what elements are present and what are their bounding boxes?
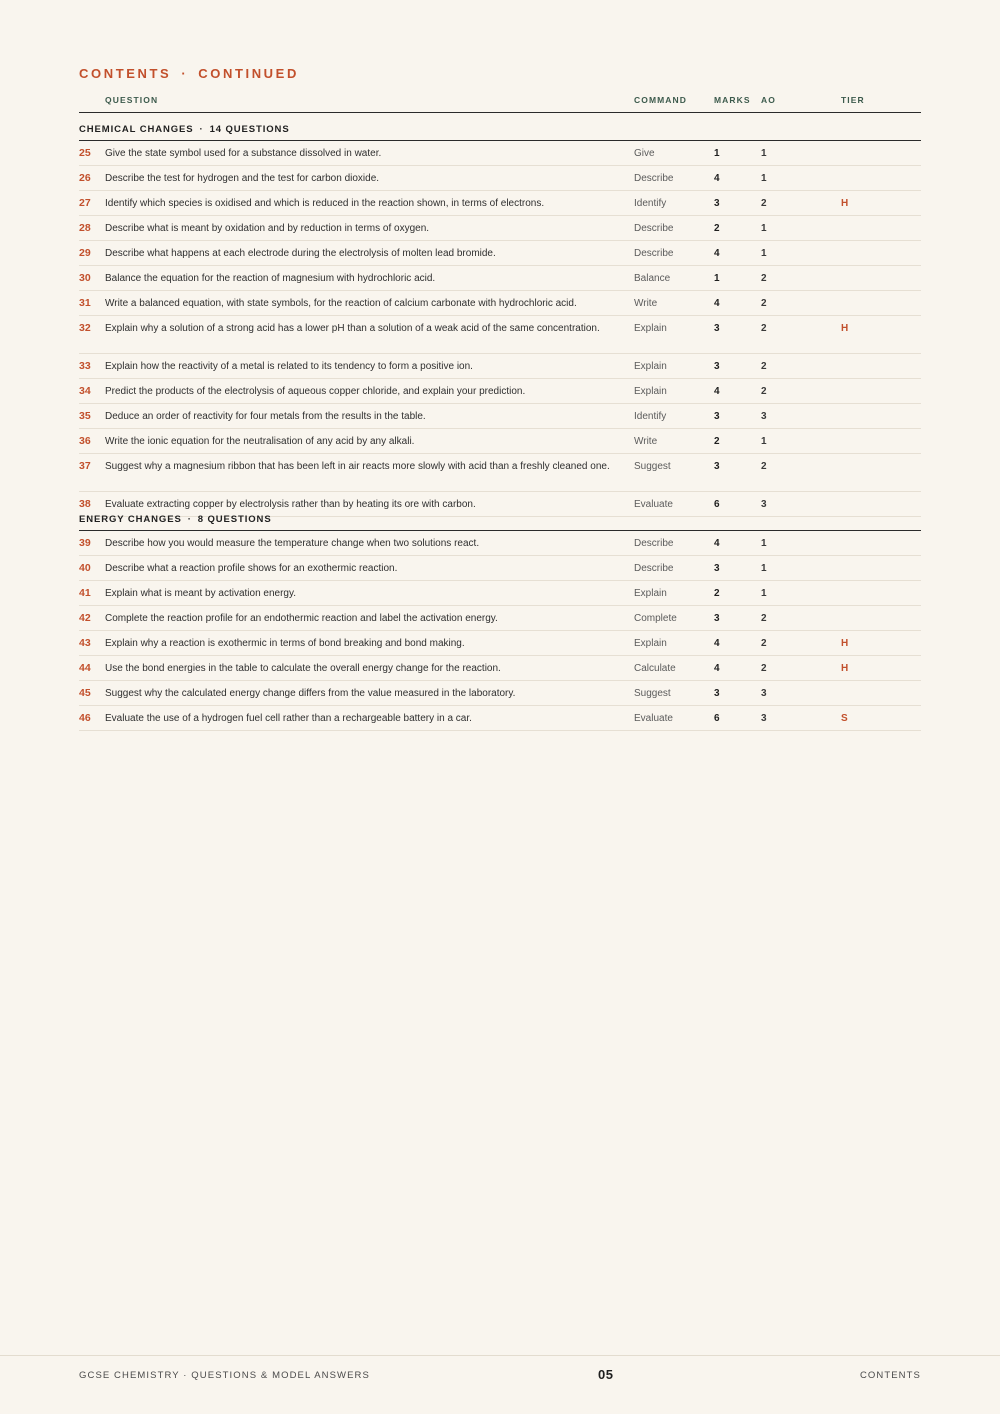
question-number: 46 — [79, 712, 91, 724]
column-header-marks: MARKS — [714, 95, 751, 105]
question-number: 39 — [79, 537, 91, 549]
section-dot: · — [199, 124, 204, 135]
command-word: Balance — [634, 273, 671, 284]
question-number: 30 — [79, 272, 91, 284]
question-row — [79, 141, 921, 166]
ao-value: 2 — [761, 198, 767, 209]
question-number: 27 — [79, 197, 91, 209]
question-row — [79, 606, 921, 631]
marks-value: 4 — [714, 386, 720, 397]
question-text: Describe what is meant by oxidation and by reduction in terms of oxygen. — [105, 223, 430, 234]
question-text: Deduce an order of reactivity for four metals from the results in the table. — [105, 411, 426, 422]
page-heading — [79, 66, 299, 81]
column-header-row — [79, 95, 921, 113]
section-count: 14 QUESTIONS — [209, 124, 290, 135]
command-word: Describe — [634, 248, 674, 259]
ao-value: 1 — [761, 223, 767, 234]
command-word: Calculate — [634, 663, 676, 674]
marks-value: 3 — [714, 563, 720, 574]
question-number: 41 — [79, 587, 91, 599]
ao-value: 1 — [761, 563, 767, 574]
question-number: 26 — [79, 172, 91, 184]
question-row — [79, 681, 921, 706]
question-number: 31 — [79, 297, 91, 309]
question-number: 32 — [79, 322, 91, 334]
question-number: 45 — [79, 687, 91, 699]
tier-badge: S — [841, 713, 848, 724]
column-header-ao: AO — [761, 95, 776, 105]
ao-value: 1 — [761, 588, 767, 599]
section-name: CHEMICAL CHANGES — [79, 124, 194, 135]
question-text: Describe what happens at each electrode during the electrolysis of molten lead bromide. — [105, 248, 496, 259]
question-number: 43 — [79, 637, 91, 649]
section-count: 8 QUESTIONS — [197, 514, 272, 525]
question-text: Explain why a solution of a strong acid has a lower pH than a solution of a weak acid of the same concentration. — [105, 323, 600, 334]
marks-value: 6 — [714, 713, 720, 724]
page-footer — [0, 1355, 1000, 1414]
footer-section: CONTENTS — [859, 1370, 921, 1381]
question-row — [79, 631, 921, 656]
question-text: Evaluate extracting copper by electrolysis rather than by heating its ore with carbon. — [105, 499, 476, 510]
question-row — [79, 354, 921, 379]
section-title — [79, 124, 921, 141]
question-row — [79, 266, 921, 291]
marks-value: 3 — [714, 198, 720, 209]
ao-value: 1 — [761, 148, 767, 159]
ao-value: 1 — [761, 248, 767, 259]
question-text: Explain why a reaction is exothermic in terms of bond breaking and bond making. — [105, 638, 465, 649]
command-word: Identify — [634, 198, 667, 209]
question-text: Describe what a reaction profile shows for an exothermic reaction. — [105, 563, 398, 574]
marks-value: 4 — [714, 663, 720, 674]
section-energy-changes — [79, 514, 921, 731]
ao-value: 2 — [761, 638, 767, 649]
question-text: Describe the test for hydrogen and the test for carbon dioxide. — [105, 173, 380, 184]
ao-value: 3 — [761, 411, 767, 422]
command-word: Write — [634, 298, 658, 309]
marks-value: 4 — [714, 173, 720, 184]
question-number: 28 — [79, 222, 91, 234]
tier-badge: H — [841, 198, 849, 209]
command-word: Write — [634, 436, 658, 447]
marks-value: 3 — [714, 411, 720, 422]
question-text: Complete the reaction profile for an endothermic reaction and label the activation energy. — [105, 613, 498, 624]
page-number: 05 — [598, 1367, 614, 1382]
question-text: Write a balanced equation, with state symbols, for the reaction of calcium carbonate with hydrochloric acid. — [105, 298, 577, 309]
section-name: ENERGY CHANGES — [79, 514, 182, 525]
section-title — [79, 514, 921, 531]
footer-title: GCSE CHEMISTRY · QUESTIONS & MODEL ANSWERS — [79, 1370, 370, 1381]
column-header-tier: TIER — [841, 95, 865, 105]
question-number: 25 — [79, 147, 91, 159]
ao-value: 2 — [761, 273, 767, 284]
section-dot: · — [187, 514, 192, 525]
question-row — [79, 581, 921, 606]
question-text: Suggest why the calculated energy change differs from the value measured in the laboratory. — [105, 688, 516, 699]
command-word: Explain — [634, 323, 667, 334]
question-row — [79, 706, 921, 731]
question-list — [79, 141, 921, 517]
column-header-command: COMMAND — [634, 95, 688, 105]
question-row — [79, 379, 921, 404]
marks-value: 1 — [714, 273, 720, 284]
tier-badge: H — [841, 638, 849, 649]
question-text: Explain what is meant by activation energy. — [105, 588, 297, 599]
question-list — [79, 531, 921, 731]
section-chemical-changes — [79, 124, 921, 517]
command-word: Describe — [634, 223, 674, 234]
ao-value: 2 — [761, 298, 767, 309]
marks-value: 4 — [714, 248, 720, 259]
ao-value: 2 — [761, 386, 767, 397]
command-word: Explain — [634, 588, 667, 599]
question-row — [79, 556, 921, 581]
heading-separator: · — [181, 66, 189, 81]
question-text: Predict the products of the electrolysis of aqueous copper chloride, and explain your prediction. — [105, 386, 526, 397]
question-text: Balance the equation for the reaction of magnesium with hydrochloric acid. — [105, 273, 436, 284]
command-word: Suggest — [634, 461, 671, 472]
command-word: Describe — [634, 173, 674, 184]
question-text: Explain how the reactivity of a metal is related to its tendency to form a positive ion. — [105, 361, 473, 372]
command-word: Suggest — [634, 688, 671, 699]
ao-value: 1 — [761, 173, 767, 184]
ao-value: 1 — [761, 436, 767, 447]
ao-value: 2 — [761, 613, 767, 624]
ao-value: 3 — [761, 713, 767, 724]
question-row — [79, 454, 921, 492]
question-text: Identify which species is oxidised and which is reduced in the reaction shown, in terms of electrons. — [105, 198, 545, 209]
question-text: Use the bond energies in the table to calculate the overall energy change for the reaction. — [105, 663, 501, 674]
command-word: Describe — [634, 538, 674, 549]
ao-value: 2 — [761, 663, 767, 674]
question-row — [79, 191, 921, 216]
marks-value: 2 — [714, 588, 720, 599]
question-number: 34 — [79, 385, 91, 397]
question-number: 40 — [79, 562, 91, 574]
question-number: 33 — [79, 360, 91, 372]
question-number: 37 — [79, 460, 91, 472]
ao-value: 2 — [761, 361, 767, 372]
question-number: 42 — [79, 612, 91, 624]
heading-label: CONTENTS — [79, 66, 172, 81]
ao-value: 3 — [761, 688, 767, 699]
question-row — [79, 166, 921, 191]
question-number: 35 — [79, 410, 91, 422]
command-word: Evaluate — [634, 499, 673, 510]
command-word: Complete — [634, 613, 677, 624]
ao-value: 3 — [761, 499, 767, 510]
command-word: Explain — [634, 638, 667, 649]
marks-value: 4 — [714, 638, 720, 649]
question-row — [79, 241, 921, 266]
marks-value: 6 — [714, 499, 720, 510]
question-row — [79, 316, 921, 354]
command-word: Identify — [634, 411, 667, 422]
command-word: Evaluate — [634, 713, 673, 724]
question-row — [79, 404, 921, 429]
question-text: Write the ionic equation for the neutralisation of any acid by any alkali. — [105, 436, 415, 447]
marks-value: 3 — [714, 688, 720, 699]
marks-value: 3 — [714, 361, 720, 372]
question-row — [79, 216, 921, 241]
question-number: 36 — [79, 435, 91, 447]
question-text: Give the state symbol used for a substance dissolved in water. — [105, 148, 382, 159]
command-word: Explain — [634, 386, 667, 397]
command-word: Describe — [634, 563, 674, 574]
marks-value: 2 — [714, 436, 720, 447]
heading-continued: CONTINUED — [198, 66, 299, 81]
marks-value: 4 — [714, 298, 720, 309]
command-word: Explain — [634, 361, 667, 372]
marks-value: 3 — [714, 613, 720, 624]
question-row — [79, 531, 921, 556]
marks-value: 4 — [714, 538, 720, 549]
question-number: 29 — [79, 247, 91, 259]
marks-value: 1 — [714, 148, 720, 159]
column-header-question: QUESTION — [105, 95, 159, 105]
question-row — [79, 656, 921, 681]
question-row — [79, 291, 921, 316]
question-row — [79, 429, 921, 454]
marks-value: 3 — [714, 461, 720, 472]
ao-value: 2 — [761, 461, 767, 472]
tier-badge: H — [841, 663, 849, 674]
question-number: 38 — [79, 498, 91, 510]
question-text: Suggest why a magnesium ribbon that has been left in air reacts more slowly with acid than a freshly cleaned one. — [105, 461, 610, 472]
marks-value: 3 — [714, 323, 720, 334]
ao-value: 2 — [761, 323, 767, 334]
question-text: Describe how you would measure the temperature change when two solutions react. — [105, 538, 480, 549]
tier-badge: H — [841, 323, 849, 334]
ao-value: 1 — [761, 538, 767, 549]
question-text: Evaluate the use of a hydrogen fuel cell rather than a rechargeable battery in a car. — [105, 713, 472, 724]
question-number: 44 — [79, 662, 91, 674]
marks-value: 2 — [714, 223, 720, 234]
command-word: Give — [634, 148, 655, 159]
